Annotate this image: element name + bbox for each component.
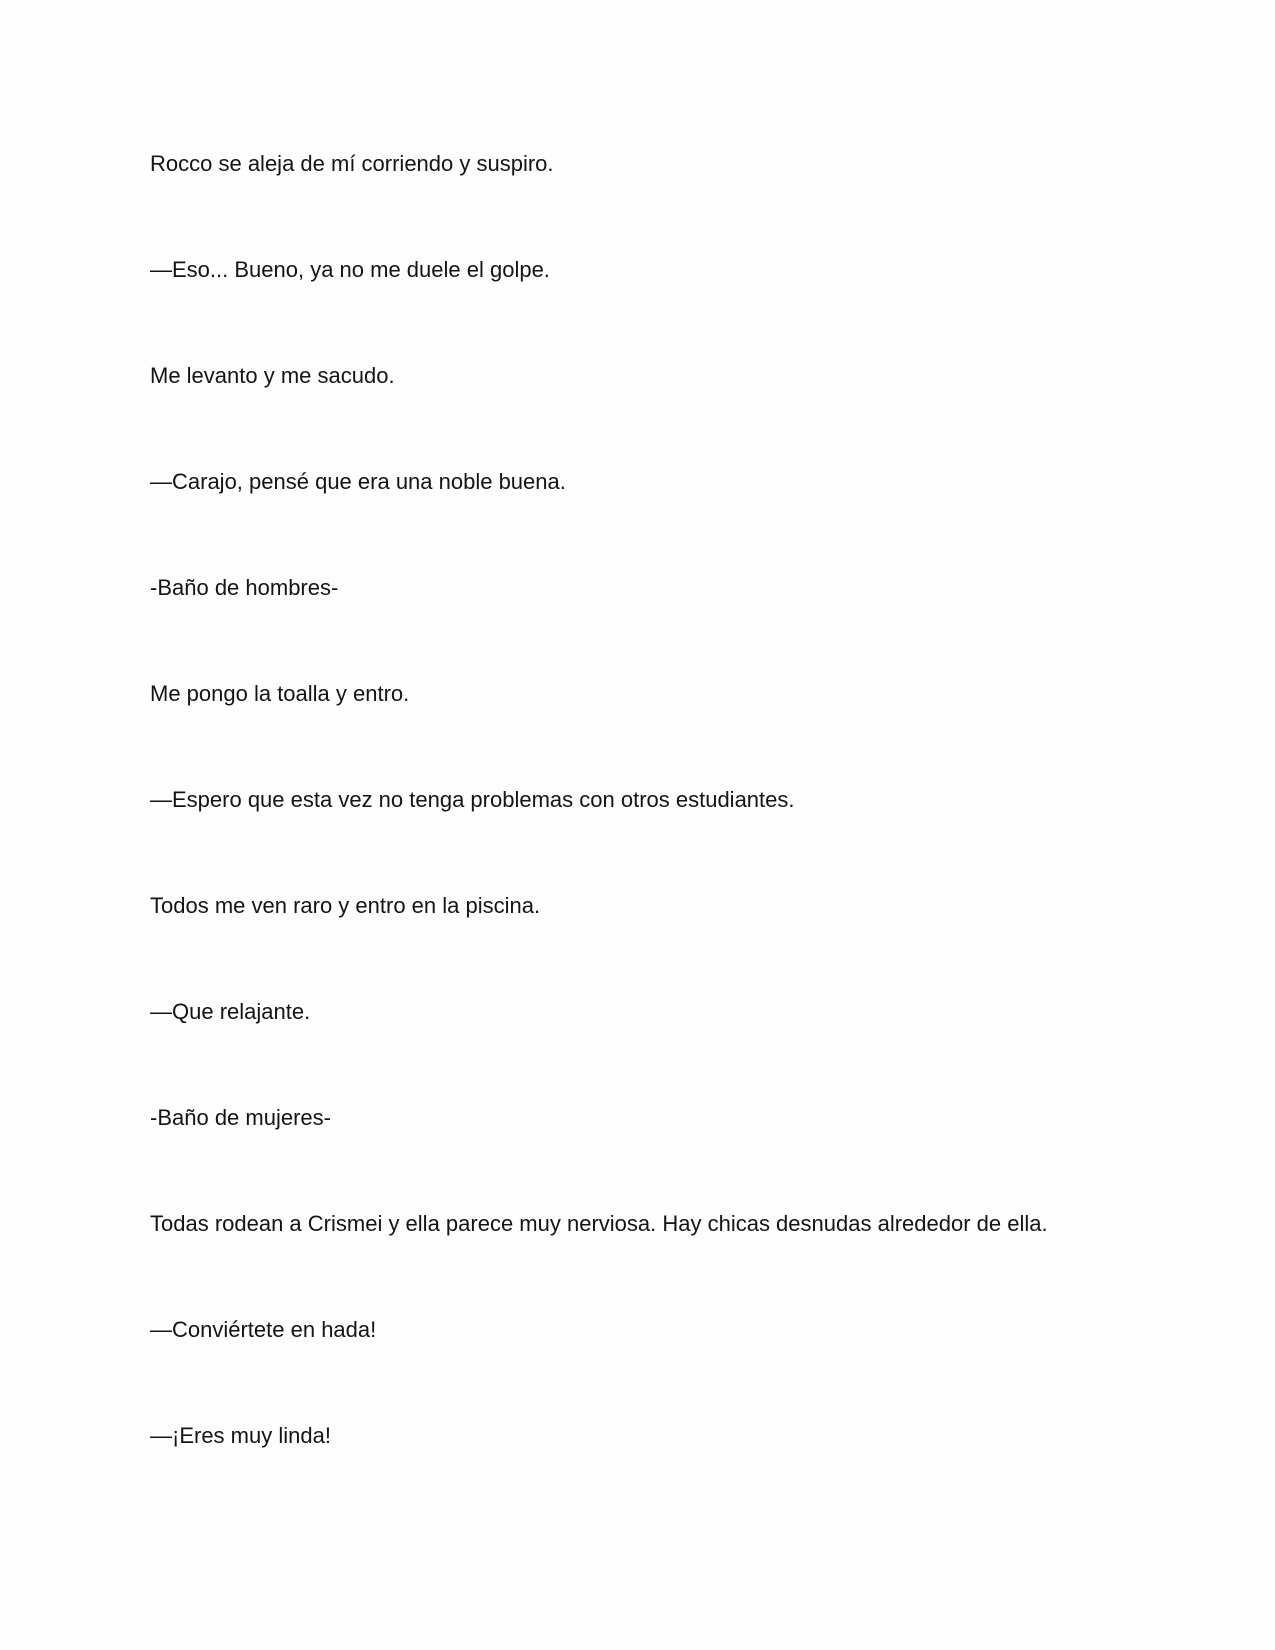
section-marker: -Baño de mujeres-: [150, 1105, 331, 1130]
paragraph: —Espero que esta vez no tenga problemas con otros estudiantes.: [150, 787, 795, 812]
section-marker: -Baño de hombres-: [150, 575, 339, 600]
paragraph: —¡Eres muy linda!: [150, 1423, 331, 1448]
paragraph: Rocco se aleja de mí corriendo y suspiro.: [150, 151, 554, 176]
paragraph: —Carajo, pensé que era una noble buena.: [150, 469, 566, 494]
paragraph: Me pongo la toalla y entro.: [150, 681, 410, 706]
paragraph: —Que relajante.: [150, 999, 311, 1024]
paragraph: Me levanto y me sacudo.: [150, 363, 395, 388]
paragraph: —Conviértete en hada!: [150, 1317, 377, 1342]
paragraph: Todos me ven raro y entro en la piscina.: [150, 893, 541, 918]
paragraph: Todas rodean a Crismei y ella parece muy nerviosa. Hay chicas desnudas alrededor de ella.: [150, 1211, 1048, 1236]
paragraph: —Eso... Bueno, ya no me duele el golpe.: [150, 257, 550, 282]
